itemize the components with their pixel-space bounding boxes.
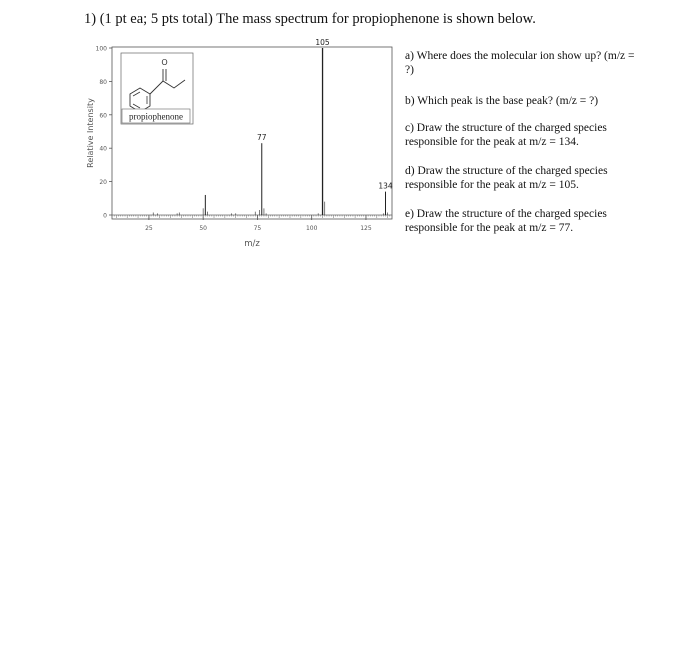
x-tick-label: 100 (305, 225, 318, 232)
y-axis-label: Relative Intensity (86, 98, 95, 168)
x-tick-label: 75 (253, 225, 262, 232)
question-c: c) Draw the structure of the charged species responsible for the peak at m/z = 134. (405, 122, 607, 148)
x-tick-label: 50 (199, 225, 207, 232)
y-tick-label: 0 (103, 212, 107, 220)
peak-label-105: 105 (315, 38, 330, 47)
x-tick-label: 25 (145, 225, 153, 232)
y-tick-label: 80 (99, 78, 107, 86)
y-tick-label: 60 (99, 112, 107, 120)
question-b: b) Which peak is the base peak? (m/z = ?) (405, 95, 599, 107)
carbonyl-chain (150, 80, 185, 94)
question-d: d) Draw the structure of the charged species responsible for the peak at m/z = 105. (405, 165, 608, 191)
oxygen-label: O (161, 58, 168, 67)
question-a: a) Where does the molecular ion show up? (m/z = ?) (405, 50, 635, 76)
benzene-inner-bonds (133, 92, 140, 96)
peak-label-77: 77 (256, 133, 267, 143)
question-heading: 1) (1 pt ea; 5 pts total) The mass spectrum for propiophenone is shown below. (84, 11, 536, 27)
y-tick-label: 100 (95, 45, 107, 53)
question-e: e) Draw the structure of the charged species responsible for the peak at m/z = 77. (405, 208, 607, 234)
peak-label-134: 134 (378, 181, 393, 191)
x-tick-label: 125 (360, 225, 372, 232)
structure-inset (121, 53, 193, 124)
plot-frame (112, 47, 392, 219)
benzene-inner-bond-3 (133, 104, 140, 108)
compound-label: propiophenone (129, 111, 183, 122)
y-tick-label: 40 (99, 145, 107, 153)
y-tick-label: 20 (99, 179, 107, 187)
x-axis-label: m/z (244, 239, 260, 249)
